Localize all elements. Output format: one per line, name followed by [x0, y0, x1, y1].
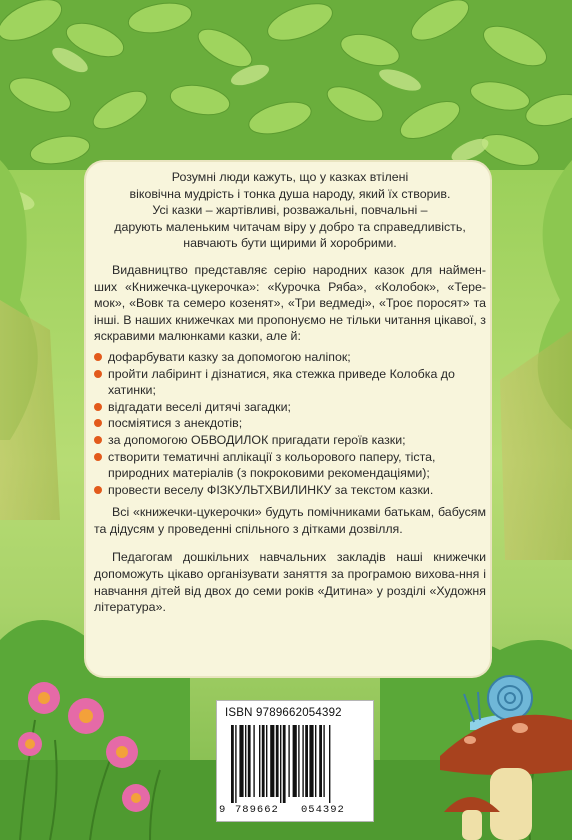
- barcode-bar: [259, 725, 260, 797]
- barcode-bar: [298, 725, 299, 797]
- list-item-text: відгадати веселі дитячі загадки;: [108, 399, 291, 414]
- barcode-bar: [248, 725, 251, 797]
- barcode-digits-right: 054392: [301, 804, 345, 816]
- bullet-icon: [94, 453, 102, 461]
- bullet-icon: [94, 419, 102, 427]
- teachers-paragraph: Педагогам дошкільних навчальних закладів наші книжечки допоможуть цікаво організувати заняття за програмою вихова-ння і навчання дітей від двох до семи років «Дитина» у розділі «Художня література».: [94, 550, 486, 615]
- helpers-paragraph: Всі «книжечки-цукерочки» будуть помічниками батькам, бабусям та дідусям у проведенні спільного з дітками дозвілля.: [94, 505, 486, 536]
- barcode-bar: [276, 725, 279, 797]
- barcode-bar: [231, 725, 234, 803]
- bullet-icon: [94, 486, 102, 494]
- intro-line: навчають бути щирими й хоробрими.: [183, 236, 397, 251]
- list-item-text: створити тематичні аплікації з кольорового паперу, тіста, природних матеріалів (з покроковими рекомендаціями);: [108, 449, 436, 481]
- isbn-label: ISBN 9789662054392: [225, 707, 342, 719]
- list-item: [94, 349, 486, 366]
- isbn-barcode-box: [216, 700, 374, 822]
- list-item: [94, 399, 486, 416]
- barcode-bar: [329, 725, 330, 803]
- bullet-icon: [94, 370, 102, 378]
- activity-list: [94, 349, 486, 498]
- barcode-bar: [283, 725, 286, 803]
- list-item: [94, 449, 486, 482]
- barcode-bar: [309, 725, 313, 797]
- barcode-bar: [305, 725, 308, 797]
- barcode-bar: [319, 725, 322, 797]
- barcode-bar: [245, 725, 246, 797]
- intro-line: Усі казки – жартівливі, розважальні, повчальні –: [152, 203, 428, 218]
- left-trunk: [0, 300, 60, 520]
- barcode-bar: [280, 725, 281, 803]
- barcode-bar: [235, 725, 236, 803]
- barcode-bar: [293, 725, 297, 797]
- barcode-digit-first: 9: [219, 804, 227, 816]
- list-item: [94, 366, 486, 399]
- intro-block: [94, 169, 486, 252]
- barcode-bar: [266, 725, 267, 797]
- barcode-bar: [315, 725, 316, 797]
- list-item: [94, 432, 486, 449]
- barcode-bar: [288, 725, 289, 797]
- list-item-text: пройти лабіринт і дізнатися, яка стежка приведе Колобка до хатинки;: [108, 366, 455, 398]
- list-item-text: за допомогою ОБВОДИЛОК пригадати героїв казки;: [108, 432, 406, 447]
- barcode-bar: [239, 725, 243, 797]
- description-text: [94, 169, 486, 616]
- list-item: [94, 415, 486, 432]
- series-paragraph: Видавництво представляє серію народних казок для наймен-ших «Книжечка-цукерочка»: «Курочка Ряба», «Колобок», «Тере-мок», «Вовк та семеро козенят», «Три ведмеді», «Троє поросят» та інші. В наших книжечках ми пропонуємо не тільки читання цікавої, з яскравими малюнками казки, але й:: [94, 262, 486, 344]
- barcode-bar: [253, 725, 254, 797]
- list-item-text: провести веселу ФІЗКУЛЬТХВИЛИНКУ за текстом казки.: [108, 482, 434, 497]
- barcode-bar: [302, 725, 303, 797]
- bullet-icon: [94, 436, 102, 444]
- intro-line: віковічна мудрість і тонка душа народу, який їх створив.: [129, 186, 451, 201]
- barcode-digits-left: 789662: [235, 804, 279, 816]
- list-item-text: дофарбувати казку за допомогою наліпок;: [108, 349, 351, 364]
- barcode-bar: [262, 725, 265, 797]
- bullet-icon: [94, 353, 102, 361]
- barcode-bar: [323, 725, 324, 797]
- intro-line: дарують маленьким читачам віру у добро та справедливість,: [114, 219, 466, 234]
- barcode-bar: [270, 725, 274, 797]
- list-item-text: посміятися з анекдотів;: [108, 416, 243, 431]
- bullet-icon: [94, 403, 102, 411]
- list-item: [94, 482, 486, 499]
- intro-line: Розумні люди кажуть, що у казках втілені: [171, 170, 409, 184]
- right-trunk: [500, 330, 572, 560]
- barcode: [227, 725, 363, 803]
